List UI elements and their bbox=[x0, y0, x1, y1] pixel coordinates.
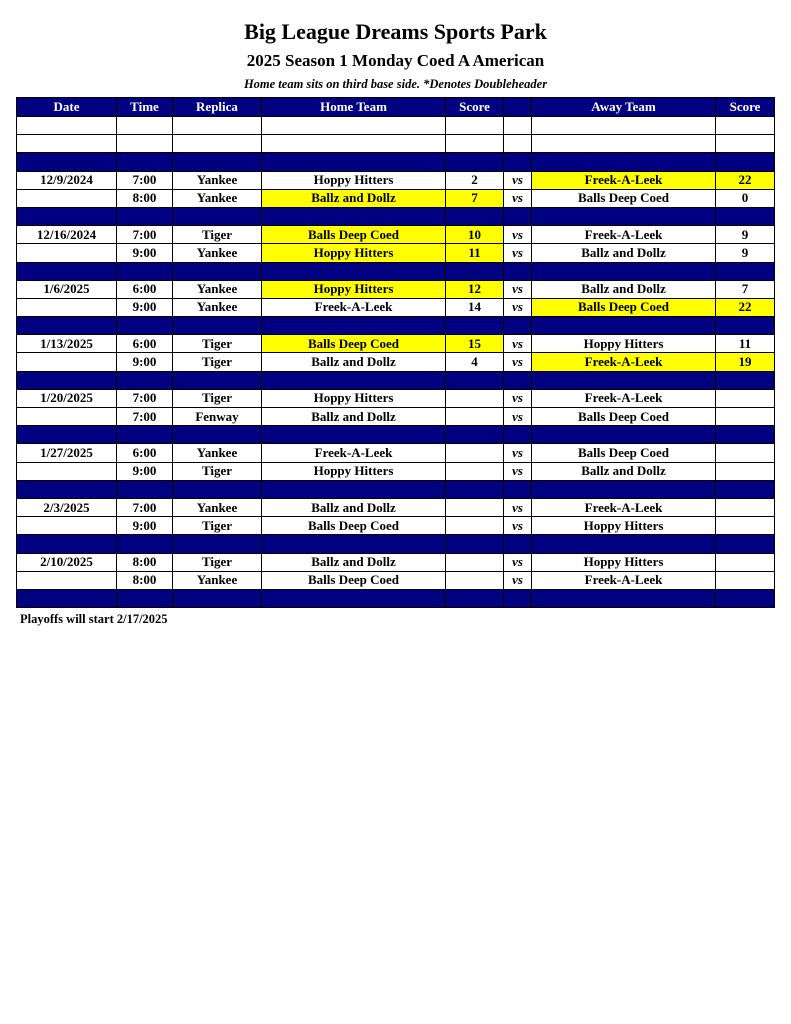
away-team: Balls Deep Coed bbox=[532, 408, 716, 426]
vs-label: vs bbox=[504, 335, 532, 353]
separator-cell bbox=[446, 589, 504, 607]
home-score bbox=[446, 498, 504, 516]
away-team: Freek-A-Leek bbox=[532, 571, 716, 589]
separator-cell bbox=[716, 589, 775, 607]
header-home-team: Home Team bbox=[262, 98, 446, 117]
home-team: Hoppy Hitters bbox=[262, 389, 446, 407]
vs-label: vs bbox=[504, 298, 532, 316]
separator-cell bbox=[532, 426, 716, 444]
separator-cell bbox=[17, 426, 117, 444]
game-date bbox=[17, 189, 117, 207]
vs-label: vs bbox=[504, 553, 532, 571]
separator-cell bbox=[716, 153, 775, 171]
away-team: Hoppy Hitters bbox=[532, 335, 716, 353]
separator-cell bbox=[504, 589, 532, 607]
game-date bbox=[17, 244, 117, 262]
game-time: 8:00 bbox=[117, 571, 173, 589]
vs-label: vs bbox=[504, 353, 532, 371]
week-separator bbox=[17, 535, 775, 553]
page-subtitle: 2025 Season 1 Monday Coed A American bbox=[246, 51, 545, 70]
schedule-body bbox=[17, 117, 775, 608]
separator-cell bbox=[117, 371, 173, 389]
game-time: 9:00 bbox=[117, 244, 173, 262]
separator-cell bbox=[504, 207, 532, 225]
separator-cell bbox=[117, 207, 173, 225]
game-row bbox=[17, 171, 775, 189]
separator-cell bbox=[117, 153, 173, 171]
separator-cell bbox=[262, 317, 446, 335]
game-time: 8:00 bbox=[117, 189, 173, 207]
home-team: Balls Deep Coed bbox=[262, 335, 446, 353]
separator-cell bbox=[117, 317, 173, 335]
vs-label: vs bbox=[504, 244, 532, 262]
header-replica: Replica bbox=[173, 98, 262, 117]
game-date: 2/10/2025 bbox=[17, 553, 117, 571]
separator-cell bbox=[17, 535, 117, 553]
separator-cell bbox=[446, 535, 504, 553]
away-score bbox=[716, 517, 775, 535]
header-vs bbox=[504, 98, 532, 117]
separator-cell bbox=[504, 317, 532, 335]
away-score: 9 bbox=[716, 226, 775, 244]
game-row bbox=[17, 189, 775, 207]
game-row bbox=[17, 498, 775, 516]
game-date bbox=[17, 462, 117, 480]
separator-cell bbox=[117, 426, 173, 444]
blank-row bbox=[17, 117, 775, 135]
separator-cell bbox=[173, 480, 262, 498]
away-score bbox=[716, 462, 775, 480]
header-away-score: Score bbox=[716, 98, 775, 117]
game-row bbox=[17, 244, 775, 262]
game-time: 7:00 bbox=[117, 171, 173, 189]
week-separator bbox=[17, 207, 775, 225]
game-replica: Yankee bbox=[173, 171, 262, 189]
separator-cell bbox=[173, 153, 262, 171]
separator-cell bbox=[532, 371, 716, 389]
header-home-score: Score bbox=[446, 98, 504, 117]
home-score: 15 bbox=[446, 335, 504, 353]
table-header bbox=[17, 98, 775, 117]
separator-cell bbox=[262, 371, 446, 389]
separator-cell bbox=[532, 589, 716, 607]
game-replica: Fenway bbox=[173, 408, 262, 426]
game-replica: Tiger bbox=[173, 226, 262, 244]
game-replica: Yankee bbox=[173, 189, 262, 207]
separator-cell bbox=[446, 317, 504, 335]
separator-cell bbox=[716, 262, 775, 280]
game-date bbox=[17, 353, 117, 371]
game-replica: Tiger bbox=[173, 462, 262, 480]
game-row bbox=[17, 553, 775, 571]
away-score bbox=[716, 389, 775, 407]
separator-cell bbox=[504, 371, 532, 389]
game-time: 7:00 bbox=[117, 389, 173, 407]
game-time: 6:00 bbox=[117, 280, 173, 298]
separator-cell bbox=[446, 480, 504, 498]
game-date: 1/13/2025 bbox=[17, 335, 117, 353]
away-team: Freek-A-Leek bbox=[532, 226, 716, 244]
separator-cell bbox=[504, 426, 532, 444]
separator-cell bbox=[262, 535, 446, 553]
separator-cell bbox=[262, 153, 446, 171]
schedule-note: Home team sits on third base side. *Denotes Doubleheader bbox=[243, 77, 548, 91]
separator-cell bbox=[262, 207, 446, 225]
game-date: 1/27/2025 bbox=[17, 444, 117, 462]
home-team: Balls Deep Coed bbox=[262, 226, 446, 244]
game-replica: Yankee bbox=[173, 244, 262, 262]
away-score: 22 bbox=[716, 171, 775, 189]
game-row bbox=[17, 226, 775, 244]
game-row bbox=[17, 462, 775, 480]
separator-cell bbox=[173, 207, 262, 225]
home-team: Freek-A-Leek bbox=[262, 444, 446, 462]
away-score bbox=[716, 571, 775, 589]
home-score bbox=[446, 408, 504, 426]
game-replica: Yankee bbox=[173, 444, 262, 462]
page-title: Big League Dreams Sports Park bbox=[244, 19, 547, 44]
away-score: 11 bbox=[716, 335, 775, 353]
blank-row bbox=[17, 135, 775, 153]
game-row bbox=[17, 517, 775, 535]
game-row bbox=[17, 571, 775, 589]
away-team: Hoppy Hitters bbox=[532, 553, 716, 571]
separator-cell bbox=[716, 480, 775, 498]
game-date bbox=[17, 408, 117, 426]
vs-label: vs bbox=[504, 226, 532, 244]
separator-cell bbox=[446, 153, 504, 171]
game-time: 9:00 bbox=[117, 517, 173, 535]
vs-label: vs bbox=[504, 517, 532, 535]
vs-label: vs bbox=[504, 462, 532, 480]
vs-label: vs bbox=[504, 444, 532, 462]
home-team: Hoppy Hitters bbox=[262, 244, 446, 262]
separator-cell bbox=[532, 480, 716, 498]
game-replica: Tiger bbox=[173, 553, 262, 571]
separator-cell bbox=[716, 207, 775, 225]
home-team: Freek-A-Leek bbox=[262, 298, 446, 316]
home-score bbox=[446, 462, 504, 480]
vs-label: vs bbox=[504, 280, 532, 298]
separator-cell bbox=[716, 317, 775, 335]
away-score: 7 bbox=[716, 280, 775, 298]
separator-cell bbox=[716, 426, 775, 444]
away-team: Freek-A-Leek bbox=[532, 353, 716, 371]
separator-cell bbox=[17, 207, 117, 225]
home-score: 11 bbox=[446, 244, 504, 262]
separator-cell bbox=[262, 480, 446, 498]
home-team: Hoppy Hitters bbox=[262, 462, 446, 480]
week-separator bbox=[17, 589, 775, 607]
game-time: 6:00 bbox=[117, 335, 173, 353]
home-score: 12 bbox=[446, 280, 504, 298]
game-time: 9:00 bbox=[117, 353, 173, 371]
away-team: Freek-A-Leek bbox=[532, 389, 716, 407]
separator-cell bbox=[17, 317, 117, 335]
game-date: 1/20/2025 bbox=[17, 389, 117, 407]
game-replica: Tiger bbox=[173, 517, 262, 535]
home-score bbox=[446, 517, 504, 535]
game-date bbox=[17, 298, 117, 316]
away-team: Freek-A-Leek bbox=[532, 498, 716, 516]
game-date: 12/16/2024 bbox=[17, 226, 117, 244]
game-time: 8:00 bbox=[117, 553, 173, 571]
away-score bbox=[716, 498, 775, 516]
separator-cell bbox=[504, 535, 532, 553]
week-separator bbox=[17, 262, 775, 280]
week-separator bbox=[17, 153, 775, 171]
vs-label: vs bbox=[504, 389, 532, 407]
away-score bbox=[716, 444, 775, 462]
home-team: Ballz and Dollz bbox=[262, 353, 446, 371]
separator-cell bbox=[532, 535, 716, 553]
separator-cell bbox=[117, 480, 173, 498]
separator-cell bbox=[173, 262, 262, 280]
home-team: Ballz and Dollz bbox=[262, 189, 446, 207]
away-team: Balls Deep Coed bbox=[532, 444, 716, 462]
game-replica: Yankee bbox=[173, 280, 262, 298]
separator-cell bbox=[504, 480, 532, 498]
home-score: 4 bbox=[446, 353, 504, 371]
away-score: 22 bbox=[716, 298, 775, 316]
header-time: Time bbox=[117, 98, 173, 117]
separator-cell bbox=[504, 262, 532, 280]
home-team: Hoppy Hitters bbox=[262, 171, 446, 189]
week-separator bbox=[17, 426, 775, 444]
separator-cell bbox=[173, 371, 262, 389]
away-score: 0 bbox=[716, 189, 775, 207]
game-replica: Tiger bbox=[173, 353, 262, 371]
home-score: 14 bbox=[446, 298, 504, 316]
game-date bbox=[17, 571, 117, 589]
vs-label: vs bbox=[504, 189, 532, 207]
separator-cell bbox=[117, 589, 173, 607]
game-row bbox=[17, 335, 775, 353]
separator-cell bbox=[262, 426, 446, 444]
game-replica: Yankee bbox=[173, 571, 262, 589]
home-team: Balls Deep Coed bbox=[262, 517, 446, 535]
separator-cell bbox=[504, 153, 532, 171]
away-score: 19 bbox=[716, 353, 775, 371]
separator-cell bbox=[446, 371, 504, 389]
separator-cell bbox=[446, 207, 504, 225]
separator-cell bbox=[446, 426, 504, 444]
game-time: 9:00 bbox=[117, 462, 173, 480]
game-time: 7:00 bbox=[117, 408, 173, 426]
game-row bbox=[17, 389, 775, 407]
separator-cell bbox=[173, 535, 262, 553]
game-date bbox=[17, 517, 117, 535]
separator-cell bbox=[117, 262, 173, 280]
away-team: Ballz and Dollz bbox=[532, 462, 716, 480]
game-replica: Tiger bbox=[173, 335, 262, 353]
separator-cell bbox=[716, 535, 775, 553]
vs-label: vs bbox=[504, 408, 532, 426]
home-team: Ballz and Dollz bbox=[262, 408, 446, 426]
separator-cell bbox=[262, 262, 446, 280]
game-row bbox=[17, 353, 775, 371]
game-replica: Yankee bbox=[173, 298, 262, 316]
game-row bbox=[17, 444, 775, 462]
home-score: 10 bbox=[446, 226, 504, 244]
home-score: 2 bbox=[446, 171, 504, 189]
away-score: 9 bbox=[716, 244, 775, 262]
game-row bbox=[17, 408, 775, 426]
away-team: Ballz and Dollz bbox=[532, 244, 716, 262]
away-team: Balls Deep Coed bbox=[532, 189, 716, 207]
game-time: 7:00 bbox=[117, 226, 173, 244]
game-date: 12/9/2024 bbox=[17, 171, 117, 189]
vs-label: vs bbox=[504, 498, 532, 516]
header-away-team: Away Team bbox=[532, 98, 716, 117]
separator-cell bbox=[117, 535, 173, 553]
home-team: Ballz and Dollz bbox=[262, 498, 446, 516]
separator-cell bbox=[173, 426, 262, 444]
away-team: Freek-A-Leek bbox=[532, 171, 716, 189]
game-date: 1/6/2025 bbox=[17, 280, 117, 298]
game-time: 7:00 bbox=[117, 498, 173, 516]
game-row bbox=[17, 298, 775, 316]
home-score bbox=[446, 553, 504, 571]
away-team: Balls Deep Coed bbox=[532, 298, 716, 316]
separator-cell bbox=[17, 480, 117, 498]
game-row bbox=[17, 280, 775, 298]
away-team: Hoppy Hitters bbox=[532, 517, 716, 535]
away-team: Ballz and Dollz bbox=[532, 280, 716, 298]
schedule-table bbox=[16, 97, 775, 608]
separator-cell bbox=[173, 317, 262, 335]
week-separator bbox=[17, 317, 775, 335]
header-date: Date bbox=[17, 98, 117, 117]
vs-label: vs bbox=[504, 171, 532, 189]
home-score bbox=[446, 389, 504, 407]
playoffs-note: Playoffs will start 2/17/2025 bbox=[20, 612, 168, 626]
separator-cell bbox=[262, 589, 446, 607]
away-score bbox=[716, 553, 775, 571]
home-team: Balls Deep Coed bbox=[262, 571, 446, 589]
separator-cell bbox=[532, 317, 716, 335]
week-separator bbox=[17, 480, 775, 498]
game-time: 9:00 bbox=[117, 298, 173, 316]
home-score bbox=[446, 444, 504, 462]
home-score bbox=[446, 571, 504, 589]
away-score bbox=[716, 408, 775, 426]
game-replica: Tiger bbox=[173, 389, 262, 407]
separator-cell bbox=[716, 371, 775, 389]
separator-cell bbox=[173, 589, 262, 607]
separator-cell bbox=[532, 262, 716, 280]
week-separator bbox=[17, 371, 775, 389]
home-score: 7 bbox=[446, 189, 504, 207]
separator-cell bbox=[446, 262, 504, 280]
separator-cell bbox=[17, 262, 117, 280]
game-time: 6:00 bbox=[117, 444, 173, 462]
separator-cell bbox=[17, 371, 117, 389]
game-date: 2/3/2025 bbox=[17, 498, 117, 516]
separator-cell bbox=[17, 153, 117, 171]
separator-cell bbox=[532, 153, 716, 171]
separator-cell bbox=[17, 589, 117, 607]
home-team: Hoppy Hitters bbox=[262, 280, 446, 298]
vs-label: vs bbox=[504, 571, 532, 589]
separator-cell bbox=[532, 207, 716, 225]
game-replica: Yankee bbox=[173, 498, 262, 516]
home-team: Ballz and Dollz bbox=[262, 553, 446, 571]
